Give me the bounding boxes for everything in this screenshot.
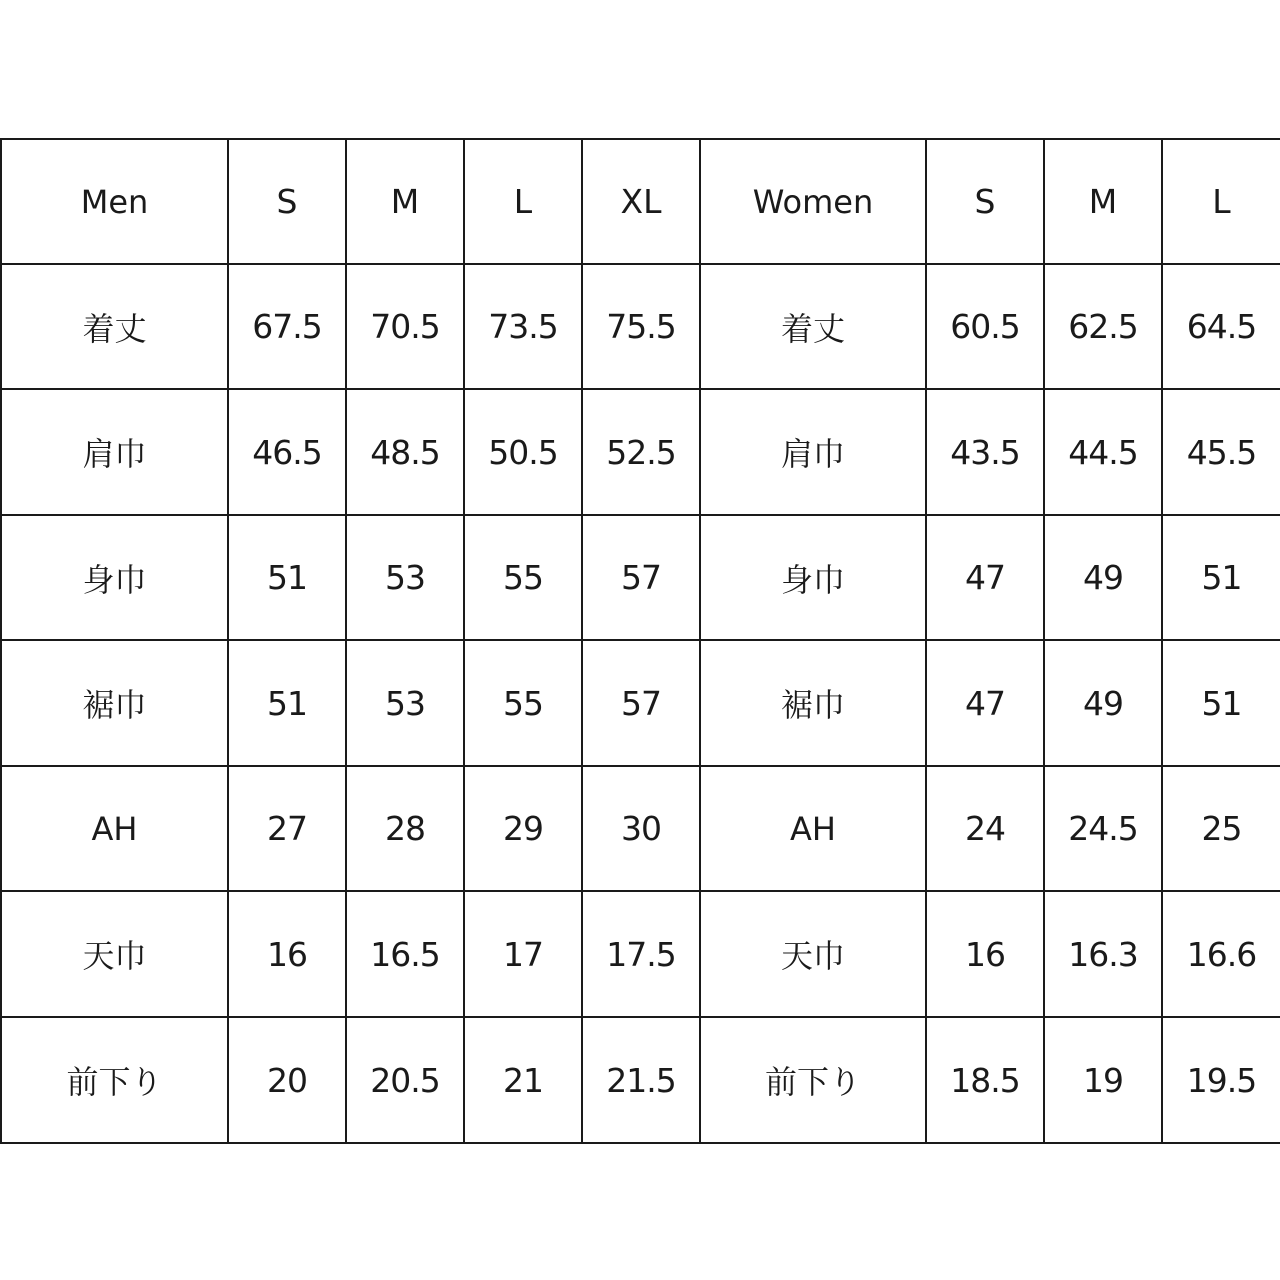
table-cell: 24.5 <box>1044 766 1162 891</box>
table-cell: 51 <box>228 515 346 640</box>
table-cell: 51 <box>1162 515 1280 640</box>
row-label: 前下り <box>1 1017 228 1143</box>
table-cell: 16 <box>926 891 1044 1017</box>
table-cell: 55 <box>464 640 582 766</box>
row-label: 着丈 <box>700 264 926 389</box>
row-label: 裾巾 <box>700 640 926 766</box>
header-women-size-m: M <box>1044 139 1162 264</box>
table-cell: 52.5 <box>582 389 700 515</box>
table-cell: 67.5 <box>228 264 346 389</box>
row-label: 裾巾 <box>1 640 228 766</box>
row-label: 天巾 <box>700 891 926 1017</box>
table-row <box>1 264 1280 389</box>
size-chart-table <box>0 138 1280 1144</box>
table-cell: 19.5 <box>1162 1017 1280 1143</box>
table-cell: 49 <box>1044 515 1162 640</box>
table-cell: 73.5 <box>464 264 582 389</box>
table-cell: 49 <box>1044 640 1162 766</box>
header-men: Men <box>1 139 228 264</box>
table-cell: 16 <box>228 891 346 1017</box>
table-cell: 25 <box>1162 766 1280 891</box>
row-label: 肩巾 <box>700 389 926 515</box>
header-women-size-s: S <box>926 139 1044 264</box>
table-cell: 18.5 <box>926 1017 1044 1143</box>
table-cell: 16.5 <box>346 891 464 1017</box>
table-cell: 50.5 <box>464 389 582 515</box>
table-cell: 30 <box>582 766 700 891</box>
header-men-size-xl: XL <box>582 139 700 264</box>
table-cell: 47 <box>926 515 1044 640</box>
table-cell: 60.5 <box>926 264 1044 389</box>
header-women-size-l: L <box>1162 139 1280 264</box>
table-row <box>1 891 1280 1017</box>
table-cell: 28 <box>346 766 464 891</box>
table-cell: 20 <box>228 1017 346 1143</box>
table-cell: 57 <box>582 640 700 766</box>
header-row <box>1 139 1280 264</box>
table-cell: 47 <box>926 640 1044 766</box>
header-men-size-s: S <box>228 139 346 264</box>
table-cell: 53 <box>346 515 464 640</box>
table-cell: 17 <box>464 891 582 1017</box>
table-cell: 48.5 <box>346 389 464 515</box>
table-row <box>1 515 1280 640</box>
table-cell: 24 <box>926 766 1044 891</box>
table-cell: 27 <box>228 766 346 891</box>
table-cell: 55 <box>464 515 582 640</box>
row-label: 身巾 <box>1 515 228 640</box>
table-cell: 64.5 <box>1162 264 1280 389</box>
table-cell: 45.5 <box>1162 389 1280 515</box>
row-label: 天巾 <box>1 891 228 1017</box>
table-cell: 70.5 <box>346 264 464 389</box>
table-cell: 62.5 <box>1044 264 1162 389</box>
table-row <box>1 640 1280 766</box>
header-men-size-m: M <box>346 139 464 264</box>
table-cell: 46.5 <box>228 389 346 515</box>
table-cell: 19 <box>1044 1017 1162 1143</box>
row-label: 前下り <box>700 1017 926 1143</box>
table-row <box>1 766 1280 891</box>
table-cell: 44.5 <box>1044 389 1162 515</box>
table-cell: 29 <box>464 766 582 891</box>
row-label: 肩巾 <box>1 389 228 515</box>
table-row <box>1 1017 1280 1143</box>
row-label: 着丈 <box>1 264 228 389</box>
table-row <box>1 389 1280 515</box>
row-label: 身巾 <box>700 515 926 640</box>
table-cell: 16.6 <box>1162 891 1280 1017</box>
table-cell: 75.5 <box>582 264 700 389</box>
table-cell: 51 <box>1162 640 1280 766</box>
table-cell: 21.5 <box>582 1017 700 1143</box>
table-cell: 17.5 <box>582 891 700 1017</box>
table-cell: 43.5 <box>926 389 1044 515</box>
table-cell: 16.3 <box>1044 891 1162 1017</box>
row-label: AH <box>1 766 228 891</box>
table-cell: 57 <box>582 515 700 640</box>
header-women: Women <box>700 139 926 264</box>
table-cell: 21 <box>464 1017 582 1143</box>
row-label: AH <box>700 766 926 891</box>
header-men-size-l: L <box>464 139 582 264</box>
table-cell: 51 <box>228 640 346 766</box>
size-table-body <box>1 139 1280 1143</box>
table-cell: 20.5 <box>346 1017 464 1143</box>
table-cell: 53 <box>346 640 464 766</box>
